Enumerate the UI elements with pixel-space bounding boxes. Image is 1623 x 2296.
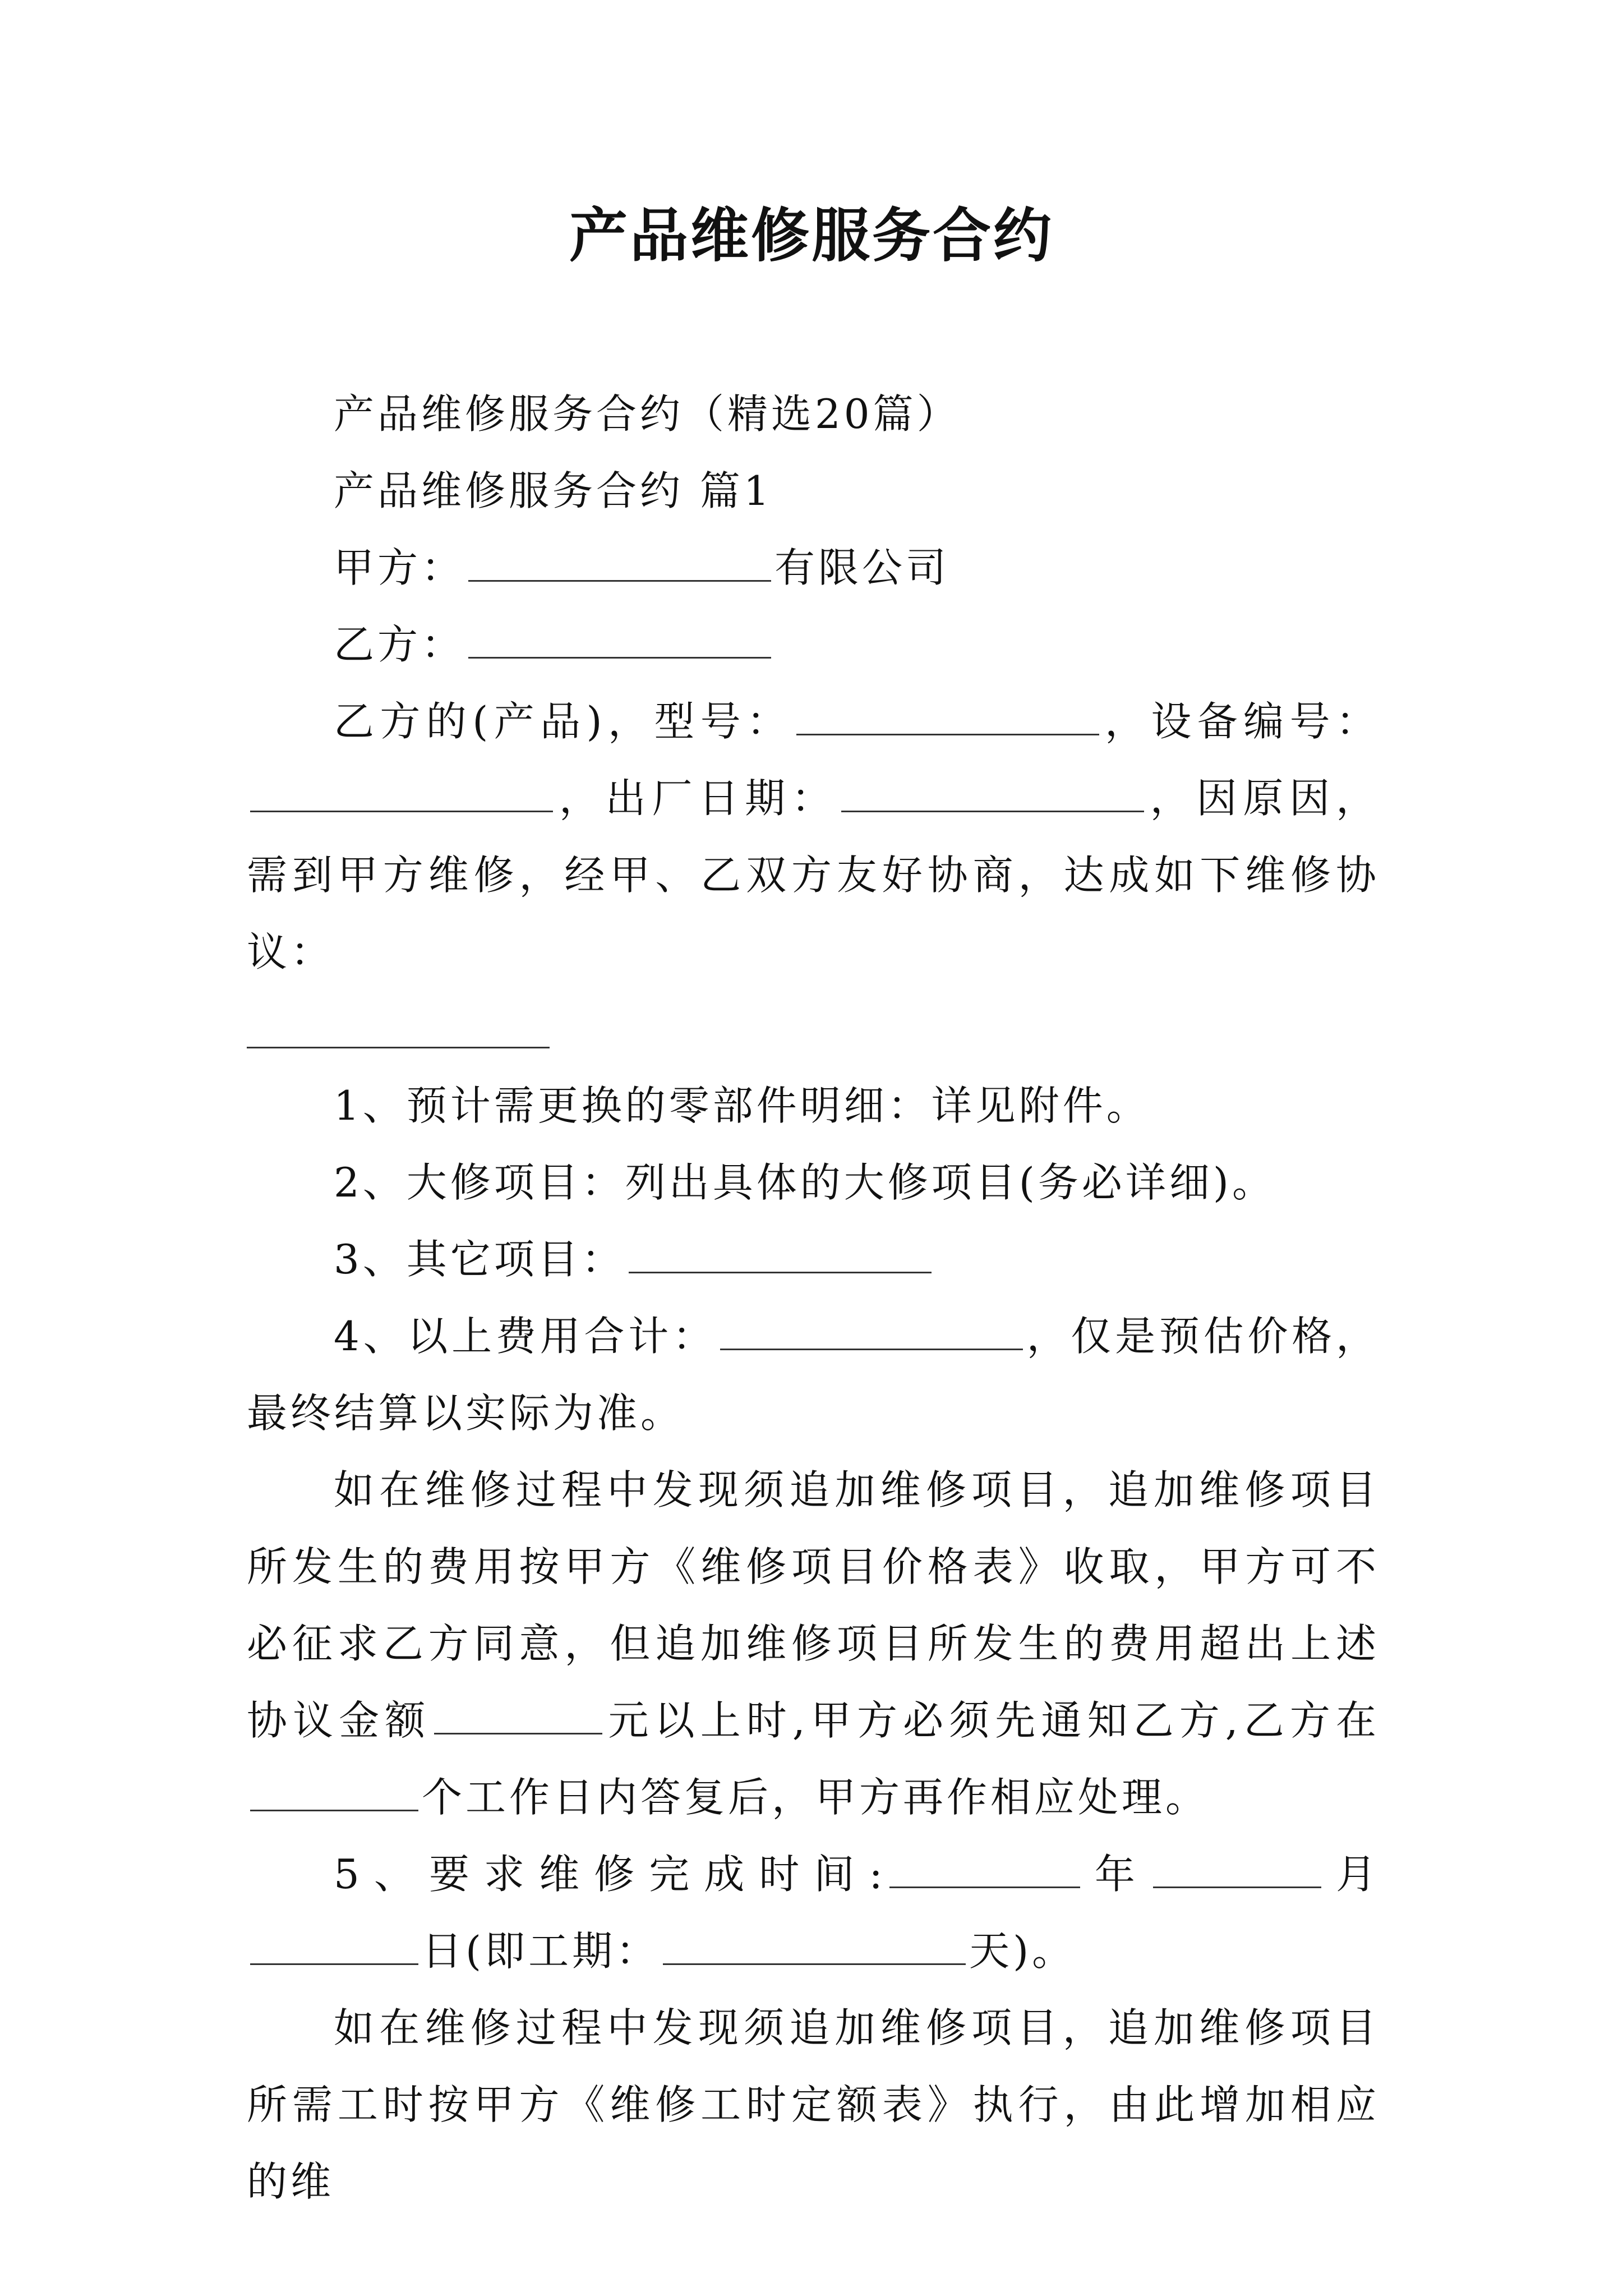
extra-items-paragraph [247, 1452, 1380, 1836]
item-4 [247, 1298, 1380, 1452]
party-a-suffix: 有限公司 [774, 544, 950, 591]
extra-text-1: 如在维修过程中发现须追加维修项目，追加维修项目所发生的费用按甲方《维修项目价格表》收取，甲方可不必征求乙方同意，但追加维修项目所发生的费用超出上述协议金额 [247, 1466, 1380, 1744]
agreement-blank-line [247, 991, 1380, 1068]
amount-blank [434, 1699, 602, 1734]
duration-blank [663, 1930, 966, 1965]
item-4-label: 4、以上费用合计： [334, 1313, 717, 1360]
day-label: 日(即工期： [422, 1927, 660, 1975]
intro-text-3: ，出厂日期： [556, 775, 838, 822]
work-time-paragraph [247, 1990, 1380, 2220]
intro-paragraph [247, 683, 1380, 991]
subtitle-line [247, 376, 1380, 453]
party-a-blank [468, 546, 771, 582]
item-5-suffix: 天)。 [969, 1927, 1076, 1975]
other-items-blank [629, 1238, 932, 1273]
item-2-text: 2、大修项目：列出具体的大修项目(务必详细)。 [334, 1159, 1276, 1206]
party-b-line [247, 606, 1380, 683]
serial-blank [250, 777, 553, 812]
model-blank [796, 700, 1099, 735]
month-blank [1153, 1853, 1321, 1888]
item-3-label: 3、其它项目： [334, 1236, 625, 1283]
subtitle-text: 产品维修服务合约（精选20篇） [334, 390, 961, 438]
item-1-text: 1、预计需更换的零部件明细：详见附件。 [334, 1082, 1150, 1129]
day-blank [250, 1930, 418, 1965]
intro-text-2: ，设备编号： [1102, 698, 1380, 745]
party-a-line [247, 530, 1380, 606]
party-b-label: 乙方： [334, 621, 465, 668]
intro-text-4: ，因原因，需到甲方维修，经甲、乙双方友好协商，达成如下维修协议： [247, 775, 1380, 976]
total-cost-blank [720, 1315, 1023, 1350]
item-3 [247, 1221, 1380, 1298]
item-5 [247, 1836, 1380, 1990]
month-label: 月 [1324, 1851, 1380, 1898]
manufacture-date-blank [841, 777, 1144, 812]
item-2 [247, 1144, 1380, 1221]
work-time-text: 如在维修过程中发现须追加维修项目，追加维修项目所需工时按甲方《维修工时定额表》执行，由此增加相应的维 [247, 2004, 1380, 2205]
document-title: 产品维修服务合约 [569, 201, 1054, 270]
party-b-blank [468, 623, 771, 659]
item-1 [247, 1068, 1380, 1144]
item-5-label: 5、要求维修完成时间: [334, 1851, 886, 1898]
extra-text-2: 元以上时,甲方必须先通知乙方,乙方在 [606, 1697, 1380, 1744]
reply-days-blank [250, 1776, 418, 1811]
party-a-label: 甲方： [334, 544, 465, 591]
intro-text-1: 乙方的(产品)，型号： [334, 698, 793, 745]
extra-text-3: 个工作日内答复后，甲方再作相应处理。 [422, 1774, 1210, 1821]
chapter-line [247, 453, 1380, 530]
year-blank [889, 1853, 1080, 1888]
document-body [247, 376, 1380, 2220]
chapter-text: 产品维修服务合约 篇1 [334, 467, 773, 514]
year-label: 年 [1083, 1851, 1150, 1898]
item-4-suffix: ，仅是预估价格，最终结算以实际为准。 [247, 1313, 1380, 1437]
agreement-blank [247, 1013, 550, 1048]
